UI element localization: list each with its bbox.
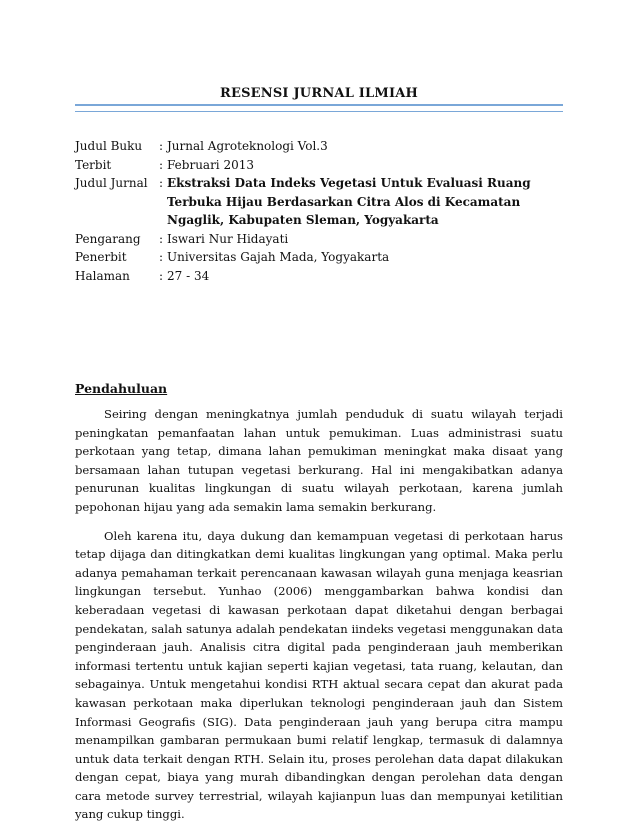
- title-divider: [75, 104, 563, 112]
- meta-row-judul-jurnal: [75, 174, 575, 230]
- meta-label: Terbit: [75, 157, 112, 172]
- meta-row-halaman: [75, 267, 575, 286]
- meta-value: 27 - 34: [167, 268, 210, 283]
- meta-value: Iswari Nur Hidayati: [167, 231, 289, 246]
- meta-label: Penerbit: [75, 250, 127, 264]
- meta-colon: :: [159, 139, 164, 153]
- paragraph: Seiring dengan meningkatnya jumlah penduduk di suatu wilayah terjadi peningkatan pemanfaatan lahan untuk pemukiman. Luas administrasi suatu perkotaan yang tetap, dimana lahan pemukiman meningkat maka disaat yang bersamaan lahan tutupan vegetasi berkurang. Hal ini mengakibatkan adanya penurunan kualitas lingkungan di suatu wilayah perkotaan, karena jumlah pepohonan hijau yang ada semakin lama semakin berkurang.: [75, 407, 563, 514]
- meta-table: [75, 137, 575, 285]
- meta-row-terbit: [75, 156, 575, 175]
- meta-colon: :: [159, 250, 164, 264]
- meta-label: Judul Buku: [75, 139, 143, 153]
- meta-row-pengarang: [75, 230, 575, 249]
- meta-colon: :: [159, 176, 164, 190]
- section-heading-pendahuluan: Pendahuluan: [75, 381, 168, 396]
- meta-label: Halaman: [75, 268, 130, 283]
- meta-colon: :: [159, 268, 164, 283]
- meta-value: Universitas Gajah Mada, Yogyakarta: [167, 250, 390, 264]
- meta-row-penerbit: [75, 248, 575, 267]
- meta-value: Februari 2013: [167, 157, 254, 172]
- meta-colon: :: [159, 157, 164, 172]
- meta-value: Jurnal Agroteknologi Vol.3: [167, 139, 328, 153]
- page-title: RESENSI JURNAL ILMIAH: [219, 86, 419, 101]
- meta-row-judul-buku: [75, 137, 575, 156]
- meta-value-journal-title: Ekstraksi Data Indeks Vegetasi Untuk Evaluasi Ruang Terbuka Hijau Berdasarkan Citra Alos di Kecamatan Ngaglik, Kabupaten Sleman, Yogyakarta: [167, 176, 531, 227]
- paragraph: Oleh karena itu, daya dukung dan kemampuan vegetasi di perkotaan harus tetap dijaga dan ditingkatkan demi kualitas lingkungan yang optimal. Maka perlu adanya pemahaman terkait perencanaan kawasan wilayah guna menjaga keasrian lingkungan tersebut. Yunhao (2006) menggambarkan bahwa kondisi dan keberadaan vegetasi di kawasan perkotaan dapat diketahui dengan berbagai pendekatan, salah satunya adalah pendekatan iindeks vegetasi menggunakan data penginderaan jauh. Analisis citra digital pada penginderaan jauh memberikan informasi tertentu untuk kajian seperti kajian vegetasi, tata ruang, kelautan, dan sebagainya. Untuk mengetahui kondisi RTH aktual secara cepat dan akurat pada kawasan perkotaan maka diperlukan teknologi penginderaan jauh dan Sistem Informasi Geografis (SIG). Data penginderaan jauh yang berupa citra mampu menampilkan gambaran permukaan bumi relatif lengkap, termasuk di dalamnya untuk data terkait dengan RTH. Selain itu, proses perolehan data dapat dilakukan dengan cepat, biaya yang murah dibandingkan dengan perolehan data dengan cara metode survey terrestrial, wilayah kajianpun luas dan mempunyai ketilitian yang cukup tinggi.: [75, 528, 563, 822]
- meta-colon: :: [159, 231, 164, 246]
- meta-label: Pengarang: [75, 231, 141, 246]
- meta-label: Judul Jurnal: [75, 176, 148, 190]
- body-text: [75, 405, 563, 834]
